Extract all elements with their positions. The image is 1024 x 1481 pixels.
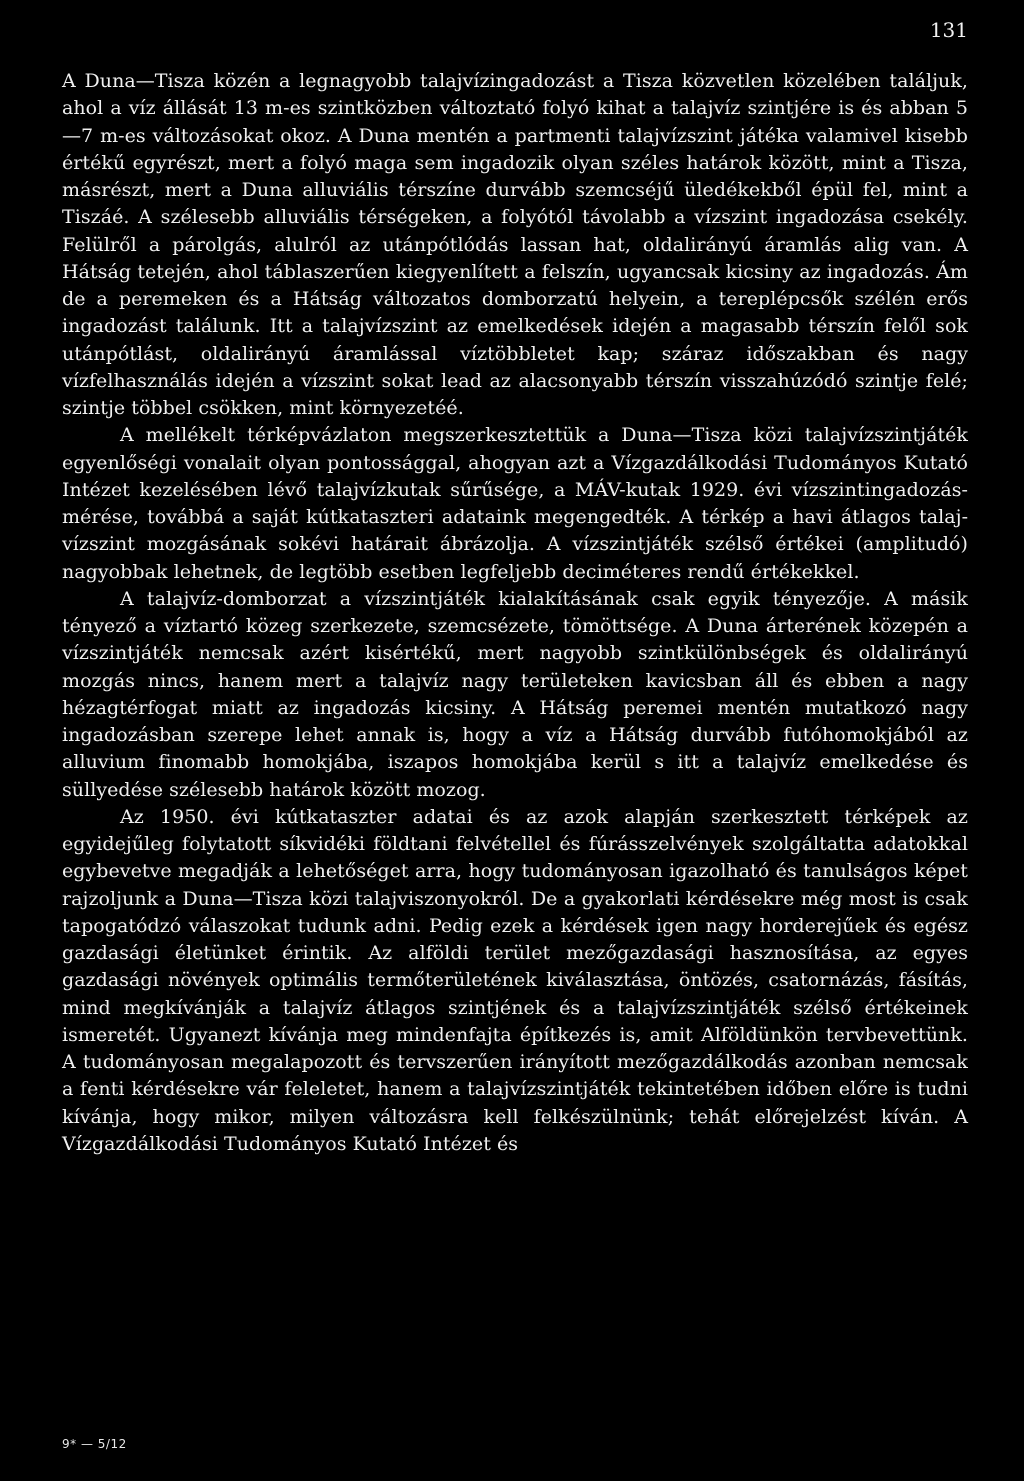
page-number: 131 (929, 18, 968, 42)
printer-signature-mark: 9* — 5/12 (62, 1437, 127, 1451)
paragraph: Az 1950. évi kútkataszter adatai és az azok alapján szerkesztett térképek az egyidejűleg folytatott síkvidéki földtani felvétellel és fúrásszelvények szolgáltatta adatokkal egybevetve megadják a lehetőséget arra, hogy tudományosan igazolható és tanulságos képet rajzoljunk a Duna—Tisza közi talajviszonyokról. De a gyakorlati kérdésekre még most is csak tapogatódzó válaszokat tudunk adni. Pedig ezek a kérdések igen nagy horderejűek és egész gazdasági életünket érintik. Az alföldi terület mezőgazdasági hasznosítása, az egyes gazdasági növények optimális termőterületének kiválasztása, öntözés, csatornázás, fásítás, mind megkívánják a talajvíz átlagos szintjének és a talajvízszintjáték szélső értékeinek ismeretét. Ugyanezt kívánja meg mindenfajta építkezés is, amit Alföldünkön tervbevettünk. A tudományosan megalapozott és tervszerűen irányított mezőgazdálkodás azonban nemcsak a fenti kérdésekre vár feleletet, hanem a talajvízszintjáték tekintetében időben előre is tudni kívánja, hogy mikor, milyen változásra kell felkészülnünk; tehát előrejelzést kíván. A Vízgazdálkodási Tudományos Kutató Intézet és (62, 805, 968, 1155)
paragraph: A mellékelt térképvázlaton megszerkesztettük a Duna—Tisza közi talajvízszintjáték egyenlőségi vonalait olyan pontossággal, ahogyan azt a Vízgazdálkodási Tudományos Kutató Intézet kezelésében lévő talajvízkutak sűrűsége, a MÁV-kutak 1929. évi vízszintingadozás-mérése, továbbá a saját kútkataszteri adataink megengedték. A térkép a havi átlagos talajvízszint mozgásának sokévi határait ábrázolja. A vízszintjáték szélső értékei (amplitudó) nagyobbak lehetnek, de legtöbb esetben legfeljebb deciméteres rendű értékekkel. (62, 424, 968, 583)
body-text (62, 68, 968, 1158)
paragraph: A Duna—Tisza közén a legnagyobb talajvízingadozást a Tisza közvetlen közelében találjuk, ahol a víz állását 13 m-es szintközben változtató folyó kihat a talajvíz szintjére is és abban 5—7 m-es változásokat okoz. A Duna mentén a partmenti talajvízszint játéka valamivel kisebb értékű egyrészt, mert a folyó maga sem ingadozik olyan széles határok között, mint a Tisza, másrészt, mert a Duna alluviális térszíne durvább szemcséjű üledékekből épül fel, mint a Tiszáé. A szélesebb alluviális térségeken, a folyótól távolabb a vízszint ingadozása csekély. Felülről a párolgás, alulról az utánpótlódás lassan hat, oldalirányú áramlás alig van. A Hátság tetején, ahol táblaszerűen kiegyenlített a felszín, ugyancsak kicsiny az ingadozás. Ám de a peremeken és a Hátság változatos domborzatú helyein, a tereplépcsők szélén erős ingadozást találunk. Itt a talajvízszint az emelkedések idején a magasabb térszín felől sok utánpótlást, oldalirányú áramlással víztöbbletet kap; száraz időszakban és nagy vízfelhasználás idején a vízszint sokat lead az alacsonyabb térszín visszahúzódó szintje felé; szintje többel csökken, mint környezetéé. (62, 70, 968, 419)
paragraph: A talajvíz-domborzat a vízszintjáték kialakításának csak egyik tényezője. A másik tényező a víztartó közeg szerkezete, szemcsézete, tömöttsége. A Duna árterének közepén a vízszintjáték nemcsak azért kisértékű, mert nagyobb szintkülönbségek és oldalirányú mozgás nincs, hanem mert a talajvíz nagy területeken kavicsban áll és ebben a nagy hézagtérfogat miatt az ingadozás kicsiny. A Hátság peremei mentén mutatkozó nagy ingadozásban szerepe lehet annak is, hogy a víz a Hátság durvább futóhomokjából az alluvium finomabb homokjába, iszapos homokjába kerül s itt a talajvíz emelkedése és süllyedése szélesebb határok között mozog. (62, 587, 968, 801)
